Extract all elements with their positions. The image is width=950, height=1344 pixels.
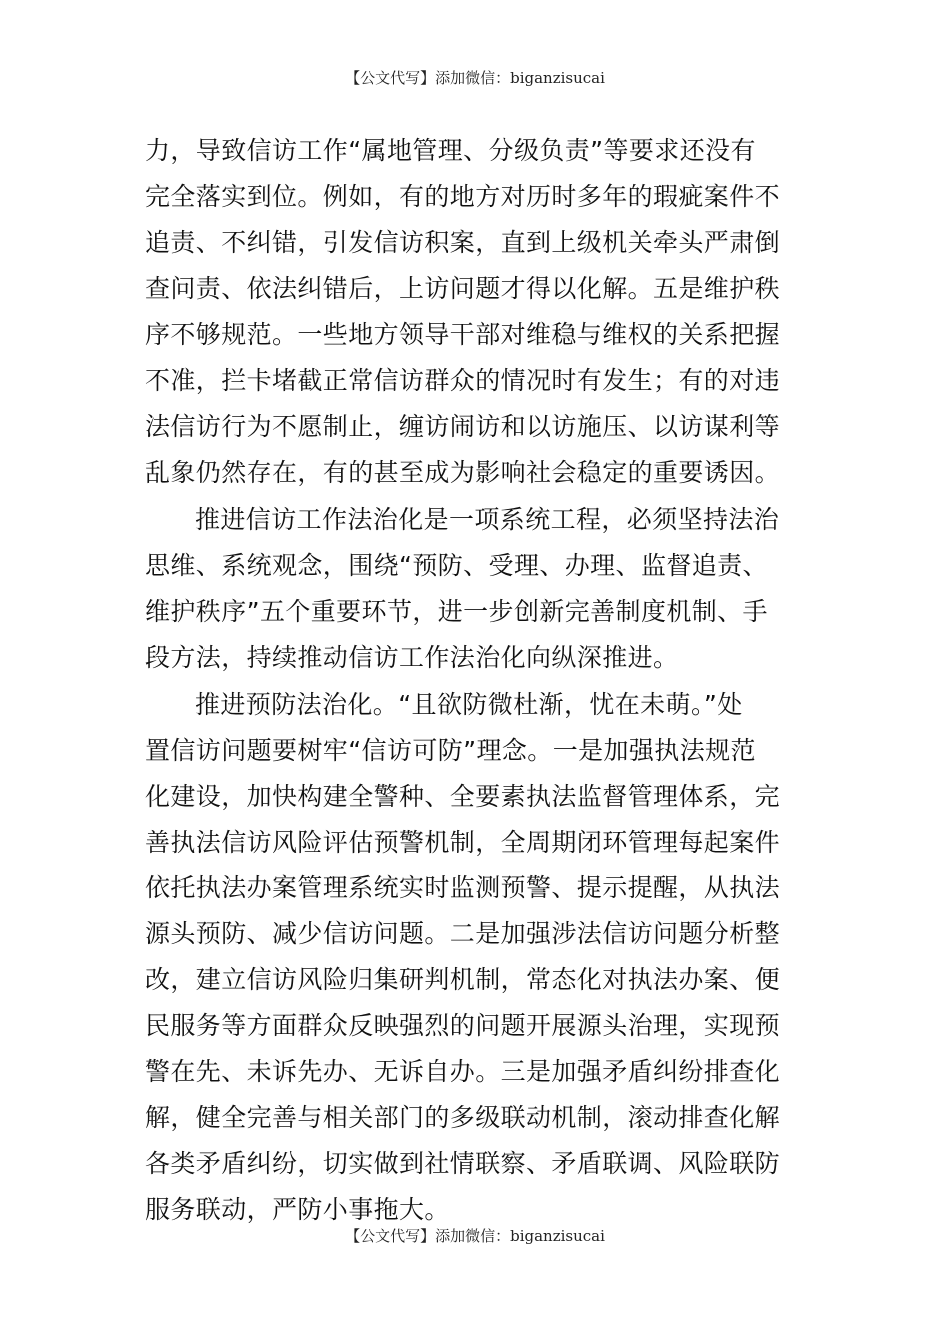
text-line: 不准，拦卡堵截正常信访群众的情况时有发生；有的对违 [145,366,781,395]
text-line: 源头预防、减少信访问题。二是加强涉法信访问题分析整 [145,919,781,948]
text-line: 力，导致信访工作“属地管理、分级负责”等要求还没有 [145,136,756,165]
text-line: 警在先、未诉先办、无诉自办。三是加强矛盾纠纷排查化 [145,1057,781,1086]
text-line: 善执法信访风险评估预警机制，全周期闭环管理每起案件 [145,828,781,857]
text-line: 各类矛盾纠纷，切实做到社情联察、矛盾联调、风险联防 [145,1149,781,1178]
text-line: 依托执法办案管理系统实时监测预警、提示提醒，从执法 [145,873,781,902]
page-footer-note: 【公文代写】添加微信：biganzisucai [345,1227,605,1245]
text-line: 完全落实到位。例如，有的地方对历时多年的瑕疵案件不 [145,182,781,211]
text-line: 乱象仍然存在，有的甚至成为影响社会稳定的重要诱因。 [145,458,781,487]
text-line: 追责、不纠错，引发信访积案，直到上级机关牵头严肃倒 [145,228,781,257]
text-line: 解，健全完善与相关部门的多级联动机制，滚动排查化解 [145,1103,781,1132]
text-line: 段方法，持续推动信访工作法治化向纵深推进。 [145,643,679,672]
text-line: 改，建立信访风险归集研判机制，常态化对执法办案、便 [145,965,781,994]
paragraph-first-line: 推进预防法治化。“且欲防微杜渐，忧在未萌。”处 [195,690,743,719]
text-line: 服务联动，严防小事拖大。 [145,1195,450,1224]
paragraph-first-line: 推进信访工作法治化是一项系统工程，必须坚持法治 [195,505,780,534]
text-line: 思维、系统观念，围绕“预防、受理、办理、监督追责、 [145,551,768,580]
page-header-note: 【公文代写】添加微信：biganzisucai [345,69,605,87]
text-line: 查问责、依法纠错后，上访问题才得以化解。五是维护秩 [145,274,781,303]
text-line: 序不够规范。一些地方领导干部对维稳与维权的关系把握 [145,320,781,349]
text-line: 民服务等方面群众反映强烈的问题开展源头治理，实现预 [145,1011,781,1040]
text-line: 维护秩序”五个重要环节，进一步创新完善制度机制、手 [145,597,768,626]
text-line: 置信访问题要树牢“信访可防”理念。一是加强执法规范 [145,736,756,765]
text-line: 法信访行为不愿制止，缠访闹访和以访施压、以访谋利等 [145,412,781,441]
text-line: 化建设，加快构建全警种、全要素执法监督管理体系，完 [145,782,781,811]
